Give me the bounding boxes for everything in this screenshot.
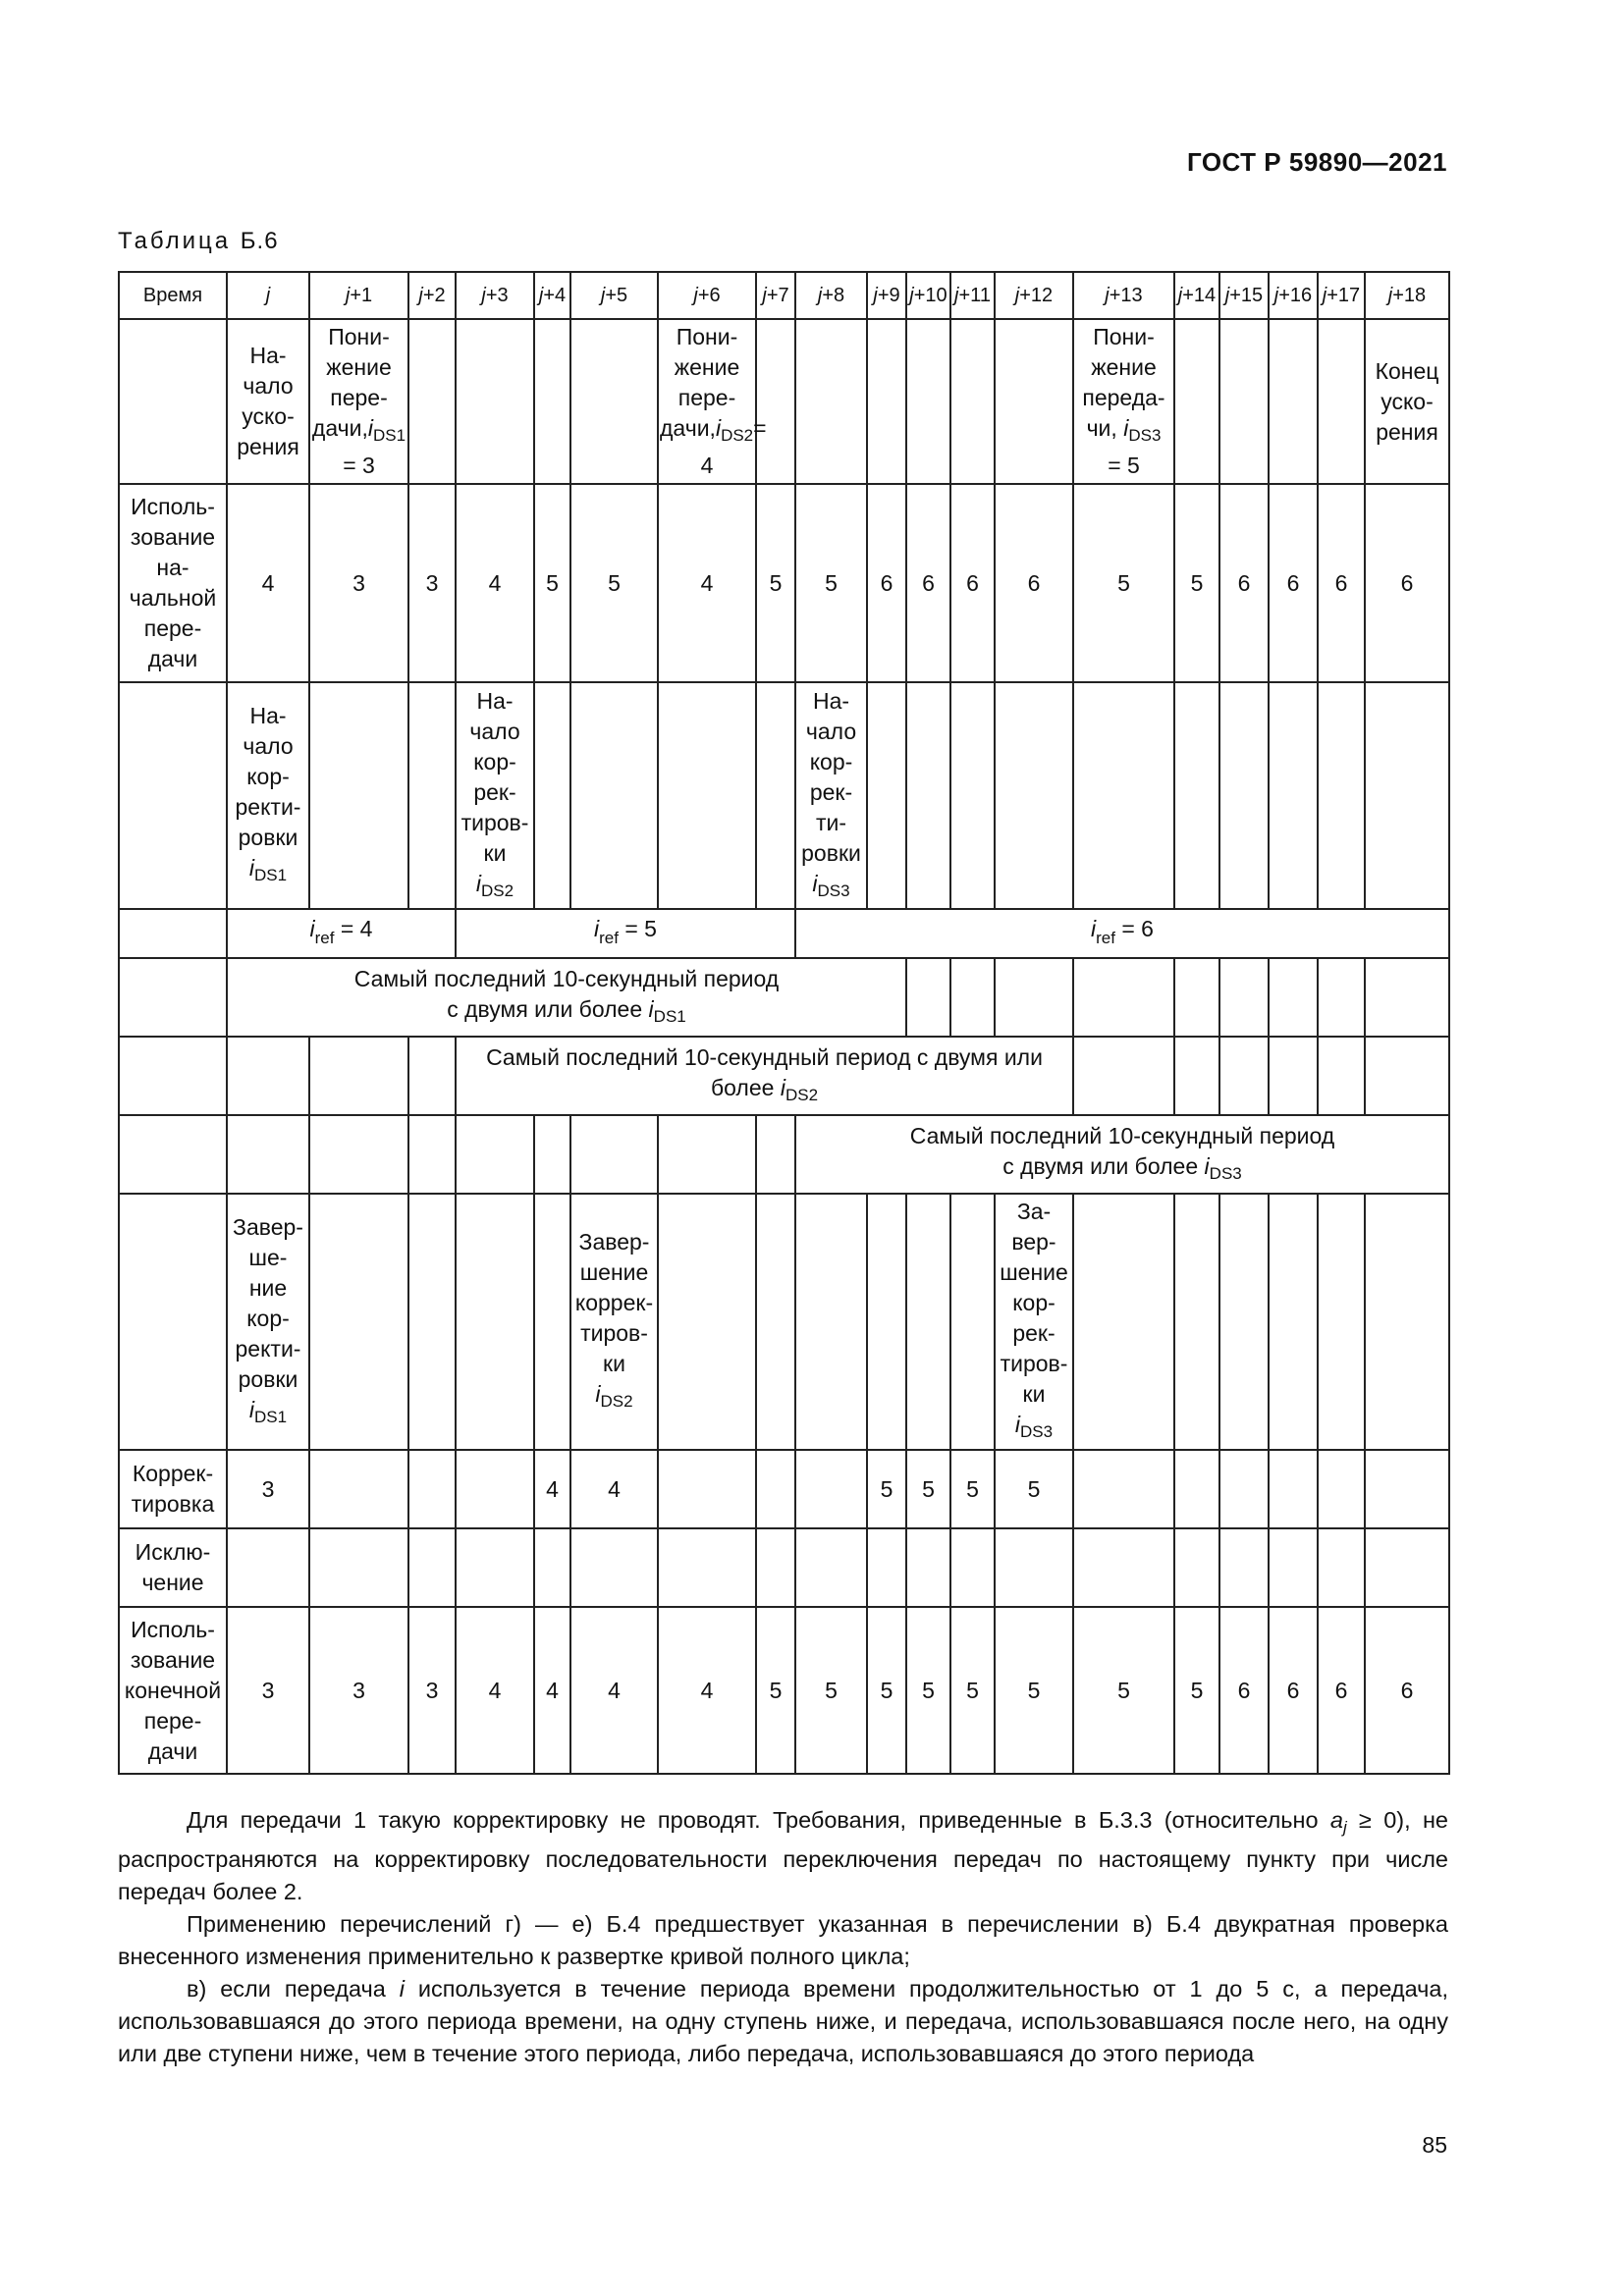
empty-cell [995, 682, 1073, 909]
final-gear-value: 6 [1219, 1607, 1269, 1774]
correction-end-1-sub: DS1 [254, 1407, 288, 1426]
final-gear-value: 6 [1318, 1607, 1365, 1774]
correction-value [1318, 1450, 1365, 1528]
time-index-symbol: j [909, 285, 914, 306]
empty-cell [867, 1194, 906, 1450]
initial-gear-value: 6 [1365, 484, 1449, 682]
correction-value [309, 1450, 408, 1528]
gear-down-2-text: Пони- жение пере- дачи, [660, 324, 740, 441]
empty-cell [309, 682, 408, 909]
paragraph-3-i: i [399, 1976, 405, 2002]
exclusion-value [570, 1528, 658, 1607]
correction-start-1-text: На- чало кор- ректи- ровки [235, 703, 301, 850]
time-index-symbol: j [481, 285, 486, 306]
empty-cell [534, 682, 570, 909]
empty-cell [119, 909, 227, 958]
empty-cell [1269, 319, 1318, 484]
time-column-header: j+18 [1365, 272, 1449, 319]
time-column-header: j+16 [1269, 272, 1318, 319]
correction-start-1-sub: DS1 [254, 866, 288, 884]
empty-cell [119, 958, 227, 1037]
iref-1-i: i [309, 916, 315, 941]
gear-down-2-cell [658, 319, 767, 484]
empty-cell [1174, 682, 1219, 909]
correction-end-row [119, 1194, 1449, 1450]
paragraph-1-end: ≥ 0), не распространяются на корректировку последовательности переключения передач по настоящему пункту при числе передач более 2. [118, 1807, 1448, 1904]
empty-cell [408, 1115, 456, 1194]
initial-gear-value: 6 [867, 484, 906, 682]
empty-cell [1318, 1194, 1365, 1450]
empty-cell [456, 1194, 534, 1450]
gear-down-3-value: = 5 [1108, 453, 1140, 478]
correction-end-2-sub: DS2 [600, 1392, 633, 1411]
initial-gear-value: 6 [1219, 484, 1269, 682]
correction-end-1-cell [227, 1194, 309, 1450]
exclusion-value [950, 1528, 995, 1607]
empty-cell [1318, 682, 1365, 909]
correction-value [1269, 1450, 1318, 1528]
header-row [119, 272, 1449, 319]
empty-cell [756, 319, 795, 484]
final-gear-value: 4 [570, 1607, 658, 1774]
initial-gear-label: Исполь- зование на- чальной пере- дачи [119, 484, 227, 682]
exclusion-value [867, 1528, 906, 1607]
initial-gear-value: 5 [756, 484, 795, 682]
gear-down-3-i: i [1123, 415, 1129, 441]
final-gear-value: 3 [309, 1607, 408, 1774]
empty-cell [309, 1194, 408, 1450]
final-gear-value: 4 [456, 1607, 534, 1774]
iref-2-sub: ref [599, 929, 619, 947]
gear-down-2-i: i [715, 415, 722, 441]
final-gear-value: 3 [408, 1607, 456, 1774]
empty-cell [1219, 958, 1269, 1037]
empty-cell [1073, 682, 1174, 909]
empty-cell [1318, 1037, 1365, 1115]
empty-cell [227, 1115, 309, 1194]
gear-correction-table [118, 271, 1450, 1775]
correction-end-1-i: i [248, 1396, 255, 1422]
empty-cell [1073, 1037, 1174, 1115]
empty-cell [570, 682, 658, 909]
paragraph-3-start: в) если передача [187, 1976, 400, 2002]
time-column-header: j+7 [756, 272, 795, 319]
correction-start-2-text: На- чало кор- рек- тиров- ки [460, 687, 529, 866]
initial-gear-value: 3 [309, 484, 408, 682]
empty-cell [119, 1115, 227, 1194]
table-caption-word: Таблица [118, 228, 232, 254]
time-column-header: j+2 [408, 272, 456, 319]
correction-value [1174, 1450, 1219, 1528]
period-3-text: Самый последний 10-секундный период с двумя или более [909, 1122, 1335, 1179]
exclusion-value [756, 1528, 795, 1607]
gear-down-2-sub: DS2 [721, 426, 754, 445]
empty-cell [456, 319, 534, 484]
time-index-symbol: j [345, 285, 351, 306]
time-column-header: j+8 [795, 272, 867, 319]
time-index-symbol: j [1177, 285, 1183, 306]
empty-cell [756, 682, 795, 909]
period-2-cell [456, 1037, 1073, 1115]
empty-cell [309, 1037, 408, 1115]
initial-gear-value: 4 [658, 484, 756, 682]
empty-cell [408, 319, 456, 484]
exclusion-value [658, 1528, 756, 1607]
empty-cell [1318, 958, 1365, 1037]
gear-down-3-cell [1073, 319, 1174, 484]
correction-value: 5 [995, 1450, 1073, 1528]
accel-end-cell: Конец уско- рения [1365, 319, 1449, 484]
empty-cell [795, 319, 867, 484]
time-column-header: j+13 [1073, 272, 1174, 319]
correction-value: 5 [906, 1450, 950, 1528]
empty-cell [1174, 319, 1219, 484]
exclusion-label: Исклю- чение [119, 1528, 227, 1607]
empty-cell [1073, 958, 1174, 1037]
empty-cell [950, 682, 995, 909]
time-index-symbol: j [1322, 285, 1327, 306]
empty-cell [570, 1115, 658, 1194]
time-column-header: j+4 [534, 272, 570, 319]
period-3-cell [795, 1115, 1449, 1194]
exclusion-value [1365, 1528, 1449, 1607]
empty-cell [570, 319, 658, 484]
correction-start-3-sub: DS3 [817, 881, 850, 900]
empty-cell [1219, 319, 1269, 484]
table-caption-number: Б.6 [240, 228, 279, 254]
empty-cell [1174, 958, 1219, 1037]
correction-value: 5 [950, 1450, 995, 1528]
time-index-symbol: j [954, 285, 959, 306]
empty-cell [1365, 682, 1449, 909]
gear-down-3-sub: DS3 [1128, 426, 1162, 445]
final-gear-label: Исполь- зование конечной пере- дачи [119, 1607, 227, 1774]
iref-2-cell [456, 909, 795, 958]
time-column-header: j+9 [867, 272, 906, 319]
time-column-header: j+14 [1174, 272, 1219, 319]
initial-gear-value: 5 [534, 484, 570, 682]
events-label-empty [119, 319, 227, 484]
time-index-symbol: j [762, 285, 767, 306]
correction-start-2-i: i [475, 870, 482, 896]
correction-value [756, 1450, 795, 1528]
exclusion-row [119, 1528, 1449, 1607]
iref-2-value: = 5 [618, 916, 657, 941]
page-number: 85 [1422, 2132, 1447, 2158]
empty-cell [1073, 1194, 1174, 1450]
iref-1-sub: ref [314, 929, 335, 947]
empty-cell [1269, 1037, 1318, 1115]
iref-3-sub: ref [1096, 929, 1115, 947]
final-gear-value: 6 [1365, 1607, 1449, 1774]
correction-start-1-cell [227, 682, 309, 909]
correction-end-3-text: За- вер- шение кор- рек- тиров- ки [1000, 1199, 1068, 1407]
empty-cell [867, 682, 906, 909]
empty-cell [534, 319, 570, 484]
correction-value [658, 1450, 756, 1528]
empty-cell [534, 1194, 570, 1450]
empty-cell [1219, 682, 1269, 909]
correction-end-2-i: i [595, 1381, 601, 1407]
final-gear-value: 6 [1269, 1607, 1318, 1774]
correction-end-3-i: i [1014, 1412, 1021, 1437]
empty-cell [658, 1115, 756, 1194]
empty-cell [309, 1115, 408, 1194]
empty-cell [408, 682, 456, 909]
exclusion-value [1269, 1528, 1318, 1607]
iref-3-i: i [1091, 916, 1097, 941]
correction-start-1-i: i [248, 855, 255, 881]
correction-value: 4 [534, 1450, 570, 1528]
correction-start-3-cell [795, 682, 867, 909]
empty-cell [995, 958, 1073, 1037]
paragraph-3-end: используется в течение периода времени продолжительностью от 1 до 5 с, а передача, использовавшаяся до этого периода времени, на одну ступень ниже, и передача, использовавшаяся после него, на одну или две ступени ниже, чем в течение этого периода, либо передача, использовавшаяся до этого периода [118, 1976, 1448, 2066]
empty-cell [950, 319, 995, 484]
empty-cell [906, 682, 950, 909]
period-1-i: i [648, 995, 654, 1022]
initial-gear-value: 6 [1269, 484, 1318, 682]
paragraph-1-j: j [1342, 1818, 1347, 1837]
exclusion-value [309, 1528, 408, 1607]
empty-cell [119, 682, 227, 909]
correction-value [1219, 1450, 1269, 1528]
gear-down-1-value: = 3 [343, 453, 375, 478]
time-index-symbol: j [265, 285, 271, 306]
empty-cell [1269, 958, 1318, 1037]
empty-cell [995, 319, 1073, 484]
period-2-sub: DS2 [785, 1085, 819, 1104]
paragraph-3 [118, 1973, 1448, 2070]
correction-start-row [119, 682, 1449, 909]
time-column-header: j+11 [950, 272, 995, 319]
initial-gear-value: 6 [995, 484, 1073, 682]
empty-cell [119, 1194, 227, 1450]
empty-cell [456, 1115, 534, 1194]
period-3-row [119, 1115, 1449, 1194]
initial-gear-value: 6 [906, 484, 950, 682]
iref-2-i: i [594, 916, 600, 941]
empty-cell [906, 1194, 950, 1450]
time-index-symbol: j [873, 285, 878, 306]
empty-cell [658, 1194, 756, 1450]
gear-down-1-cell [309, 319, 408, 484]
initial-gear-value: 5 [1174, 484, 1219, 682]
exclusion-value [795, 1528, 867, 1607]
time-index-symbol: j [817, 285, 823, 306]
time-index-symbol: j [1387, 285, 1393, 306]
exclusion-value [534, 1528, 570, 1607]
correction-end-3-cell [995, 1194, 1073, 1450]
initial-gear-value: 5 [1073, 484, 1174, 682]
empty-cell [950, 958, 995, 1037]
exclusion-value [1219, 1528, 1269, 1607]
correction-end-1-text: Завер- ше- ние кор- ректи- ровки [233, 1213, 303, 1392]
empty-cell [658, 682, 756, 909]
empty-cell [1219, 1037, 1269, 1115]
correction-value [1073, 1450, 1174, 1528]
initial-gear-row [119, 484, 1449, 682]
time-column-header: j+10 [906, 272, 950, 319]
empty-cell [756, 1115, 795, 1194]
correction-end-2-cell [570, 1194, 658, 1450]
final-gear-value: 5 [950, 1607, 995, 1774]
time-column-header: j+12 [995, 272, 1073, 319]
period-3-i: i [1204, 1152, 1210, 1179]
period-2-text: Самый последний 10-секундный период с двумя или более [486, 1043, 1043, 1100]
period-2-row [119, 1037, 1449, 1115]
empty-cell [227, 1037, 309, 1115]
iref-1-value: = 4 [334, 916, 373, 941]
empty-cell [756, 1194, 795, 1450]
period-2-i: i [780, 1074, 785, 1100]
empty-cell [1219, 1194, 1269, 1450]
gear-down-2-value: = 4 [700, 415, 767, 478]
correction-start-3-i: i [812, 870, 818, 896]
correction-value [1365, 1450, 1449, 1528]
time-column-header: j+15 [1219, 272, 1269, 319]
exclusion-value [1318, 1528, 1365, 1607]
correction-end-3-sub: DS3 [1020, 1422, 1054, 1441]
final-gear-value: 4 [534, 1607, 570, 1774]
iref-1-cell [227, 909, 456, 958]
exclusion-value [456, 1528, 534, 1607]
correction-label: Коррек- тировка [119, 1450, 227, 1528]
final-gear-row [119, 1607, 1449, 1774]
correction-end-2-text: Завер- шение коррек- тиров- ки [574, 1229, 654, 1376]
exclusion-value [906, 1528, 950, 1607]
empty-cell [1365, 1037, 1449, 1115]
paragraph-1 [118, 1804, 1448, 1908]
final-gear-value: 5 [1174, 1607, 1219, 1774]
events-row [119, 319, 1449, 484]
gear-down-1-text: Пони- жение пере- дачи, [311, 324, 392, 441]
correction-value: 4 [570, 1450, 658, 1528]
time-index-symbol: j [1105, 285, 1110, 306]
correction-value [456, 1450, 534, 1528]
empty-cell [1174, 1037, 1219, 1115]
gear-down-3-text: Пони- жение переда- чи, [1082, 324, 1165, 441]
time-index-symbol: j [1273, 285, 1279, 306]
exclusion-value [1073, 1528, 1174, 1607]
empty-cell [119, 1037, 227, 1115]
time-index-symbol: j [418, 285, 423, 306]
accel-start-cell: На- чало уско- рения [227, 319, 309, 484]
initial-gear-value: 4 [456, 484, 534, 682]
final-gear-value: 5 [906, 1607, 950, 1774]
time-index-symbol: j [1014, 285, 1020, 306]
iref-row [119, 909, 1449, 958]
table-caption [118, 228, 279, 255]
correction-row [119, 1450, 1449, 1528]
initial-gear-value: 6 [950, 484, 995, 682]
correction-start-3-text: На- чало кор- рек- ти- ровки [801, 687, 861, 866]
time-column-header [227, 272, 309, 319]
empty-cell [1269, 682, 1318, 909]
period-1-row [119, 958, 1449, 1037]
correction-value: 3 [227, 1450, 309, 1528]
empty-cell [408, 1194, 456, 1450]
time-index-symbol: j [1224, 285, 1230, 306]
paragraph-2: Применению перечислений г) — е) Б.4 предшествует указанная в перечислении в) Б.4 двукратная проверка внесенного изменения применительно к развертке кривой полного цикла; [118, 1911, 1448, 1969]
time-index-symbol: j [600, 285, 606, 306]
paragraph-1-a: a [1329, 1807, 1343, 1833]
time-column-header: j+17 [1318, 272, 1365, 319]
iref-3-value: = 6 [1114, 916, 1154, 941]
exclusion-value [1174, 1528, 1219, 1607]
empty-cell [1365, 1194, 1449, 1450]
period-1-sub: DS1 [653, 1006, 686, 1026]
final-gear-value: 3 [227, 1607, 309, 1774]
period-3-sub: DS3 [1209, 1163, 1242, 1183]
period-1-text: Самый последний 10-секундный период с двумя или более [353, 965, 780, 1022]
iref-3-cell [795, 909, 1449, 958]
correction-value [795, 1450, 867, 1528]
empty-cell [408, 1037, 456, 1115]
exclusion-value [408, 1528, 456, 1607]
empty-cell [906, 958, 950, 1037]
correction-value [408, 1450, 456, 1528]
time-column-header: j+1 [309, 272, 408, 319]
exclusion-value [227, 1528, 309, 1607]
time-index-symbol: j [693, 285, 698, 306]
initial-gear-value: 6 [1318, 484, 1365, 682]
empty-cell [1365, 958, 1449, 1037]
time-index-symbol: j [538, 285, 544, 306]
empty-cell [534, 1115, 570, 1194]
final-gear-value: 5 [795, 1607, 867, 1774]
exclusion-value [995, 1528, 1073, 1607]
period-1-cell [227, 958, 906, 1037]
time-column-header: j+3 [456, 272, 534, 319]
empty-cell [1174, 1194, 1219, 1450]
correction-start-2-sub: DS2 [481, 881, 514, 900]
final-gear-value: 4 [658, 1607, 756, 1774]
final-gear-value: 5 [995, 1607, 1073, 1774]
initial-gear-value: 3 [408, 484, 456, 682]
document-code: ГОСТ Р 59890—2021 [1186, 147, 1447, 177]
initial-gear-value: 5 [570, 484, 658, 682]
paragraph-1-start: Для передачи 1 такую корректировку не проводят. Требования, приведенные в Б.3.3 (относительно [187, 1807, 1330, 1833]
correction-start-2-cell [456, 682, 534, 909]
empty-cell [1269, 1194, 1318, 1450]
empty-cell [1318, 319, 1365, 484]
initial-gear-value: 5 [795, 484, 867, 682]
body-text [118, 1804, 1448, 2070]
empty-cell [950, 1194, 995, 1450]
empty-cell [867, 319, 906, 484]
time-column-header: j+5 [570, 272, 658, 319]
correction-value: 5 [867, 1450, 906, 1528]
empty-cell [906, 319, 950, 484]
final-gear-value: 5 [867, 1607, 906, 1774]
gear-down-1-i: i [367, 415, 373, 441]
gear-down-1-sub: DS1 [372, 426, 406, 445]
empty-cell [795, 1194, 867, 1450]
time-header: Время [119, 272, 227, 319]
final-gear-value: 5 [756, 1607, 795, 1774]
final-gear-value: 5 [1073, 1607, 1174, 1774]
time-column-header: j+6 [658, 272, 756, 319]
initial-gear-value: 4 [227, 484, 309, 682]
